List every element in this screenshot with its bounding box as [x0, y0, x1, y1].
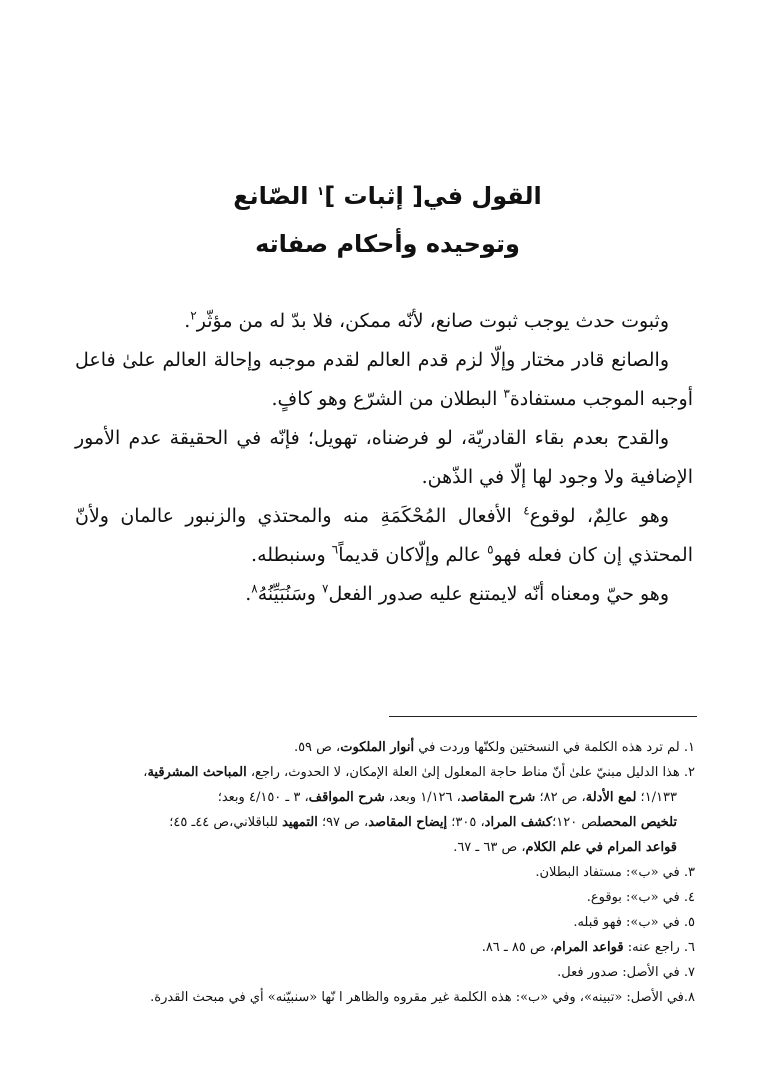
footnote-text: ، ص ٨٥ ـ ٨٦.: [481, 940, 555, 955]
source-title: كشف المراد: [484, 815, 553, 830]
source-title: أنوار الملكوت: [340, 740, 415, 755]
paragraph-text: وسَنُبَيِّنُهُ: [257, 583, 322, 605]
footnote-1: [75, 735, 695, 760]
paragraph-text: .: [184, 310, 191, 332]
footnote-text: ، ص ٦٣ ـ ٦٧.: [453, 840, 526, 855]
paragraph-text: البطلان من الشرّع وهو كافٍ.: [271, 388, 504, 410]
paragraph-text: الأفعال المُحْكَمَةِ منه والمحتذي والزنبور عالمان ولأنّ المحتذي إن كان فعله فهو: [75, 505, 693, 566]
footnote-7: ٧. في الأصل: صدور فعل.: [557, 965, 695, 980]
footnote-text: ، ص ٩٧؛: [317, 815, 369, 830]
footnote-6: [75, 935, 695, 960]
footnote-text: ص ١٢٠؛: [552, 815, 598, 830]
paragraph-text: عالم وإلّاكان قديماً: [338, 544, 488, 566]
source-title: المباحث المشرقية: [147, 765, 247, 780]
footnote-3: ٣. في «ب»: مستفاد البطلان.: [535, 865, 695, 880]
paragraph-text: وهو حيّ ومعناه أنّه لايمتنع عليه صدور الفعل: [328, 583, 669, 605]
footnote-4: ٤. في «ب»: بوقوع.: [586, 890, 695, 905]
source-title: شرح المقاصد: [460, 790, 536, 805]
paragraph-1: [75, 302, 693, 341]
footnote-5: ٥. في «ب»: فهو قبله.: [573, 915, 695, 930]
paragraph-text: والصانع قادر مختار وإلّا لزم قدم العالم لقدم موجبه وإحالة العالم علىٰ فاعل أوجبه الموجب مستفادة: [75, 349, 693, 410]
footnote-ref-2: ٢: [190, 308, 197, 323]
footnote-text: ١. لم ترد هذه الكلمة في النسختين ولكنّها وردت في: [414, 740, 695, 755]
footnote-divider: [389, 716, 697, 717]
footnote-text: ٦. راجع عنه:: [623, 940, 695, 955]
footnote-ref-7: ٧: [322, 581, 329, 596]
source-title: قواعد المرام: [554, 940, 624, 955]
footnote-text: ، ص ٥٩.: [293, 740, 341, 755]
footnote-ref-5: ٥: [487, 542, 494, 557]
title-text-b: الصّانع: [233, 182, 317, 210]
source-title: التمهيد: [282, 815, 318, 830]
paragraph-text: وهو عالِمٌ، لوقوع: [529, 505, 670, 527]
title-line-1: [200, 172, 575, 220]
footnote-text: ، ٣ ـ ٤/١٥٠ وبعد؛: [217, 790, 309, 805]
footnote-ref-1: ١: [316, 184, 325, 198]
footnote-8: ٨.في الأصل: «تبينه»، وفي «ب»: هذه الكلمة غير مقروه والظاهر ا نّها «سنبيّنه» أي في مبحث القدرة.: [150, 990, 695, 1005]
chapter-title: [200, 172, 575, 268]
footnote-2-line-4: [75, 835, 695, 860]
footnote-text: ، ١/١٢٦ وبعد،: [384, 790, 461, 805]
footnote-ref-4: ٤: [523, 503, 530, 518]
paragraph-2: [75, 341, 693, 419]
footnote-text: ،: [143, 765, 148, 780]
footnote-text: ، ص ٨٢؛: [535, 790, 586, 805]
paragraph-text: وثبوت حدث يوجب ثبوت صانع، لأنّه ممكن، فلا بدّ له من مؤثّر: [196, 310, 669, 332]
source-title: شرح المواقف: [308, 790, 385, 805]
footnote-text: ١/١٣٣؛: [636, 790, 677, 805]
source-title: لمع الأدلة: [585, 790, 637, 805]
footnote-ref-6: ٦: [331, 542, 339, 557]
paragraph-text: وسنبطله.: [251, 544, 332, 566]
footnote-text: ، ٣٠٥؛: [447, 815, 485, 830]
paragraph-text: .: [245, 583, 252, 605]
paragraph-3: [75, 419, 693, 497]
footnote-2-line-2: [75, 785, 695, 810]
paragraph-text: والقدح بعدم بقاء القادريّة، لو فرضناه، تهويل؛ فإنّه في الحقيقة عدم الأمور الإضافية ولا وجود لها إلّا في الذّهن.: [75, 427, 693, 488]
paragraph-4: [75, 497, 693, 575]
source-title: إيضاح المقاصد: [368, 815, 448, 830]
footnote-2-line-3: [75, 810, 695, 835]
footnote-text: للباقلاني،ص ٤٤ـ ٤٥؛: [169, 815, 283, 830]
paragraph-5: [75, 575, 693, 614]
footnote-ref-3: ٣: [503, 386, 510, 401]
title-line-2: وتوحيده وأحكام صفاته: [255, 230, 520, 258]
source-title: تلخيص المحصل: [597, 815, 677, 830]
footnote-2: [75, 760, 695, 785]
footnote-ref-8: ٨: [251, 581, 258, 596]
title-text-a: القول في[ إثبات ]: [324, 182, 542, 210]
main-text: [75, 302, 693, 614]
footnotes: [75, 735, 695, 1010]
footnote-text: ٢. هذا الدليل مبنيّ علىٰ أنّ مناط حاجة المعلول إلىٰ العلة الإمكان، لا الحدوث، راجع،: [246, 765, 695, 780]
source-title: قواعد المرام في علم الكلام: [525, 840, 677, 855]
